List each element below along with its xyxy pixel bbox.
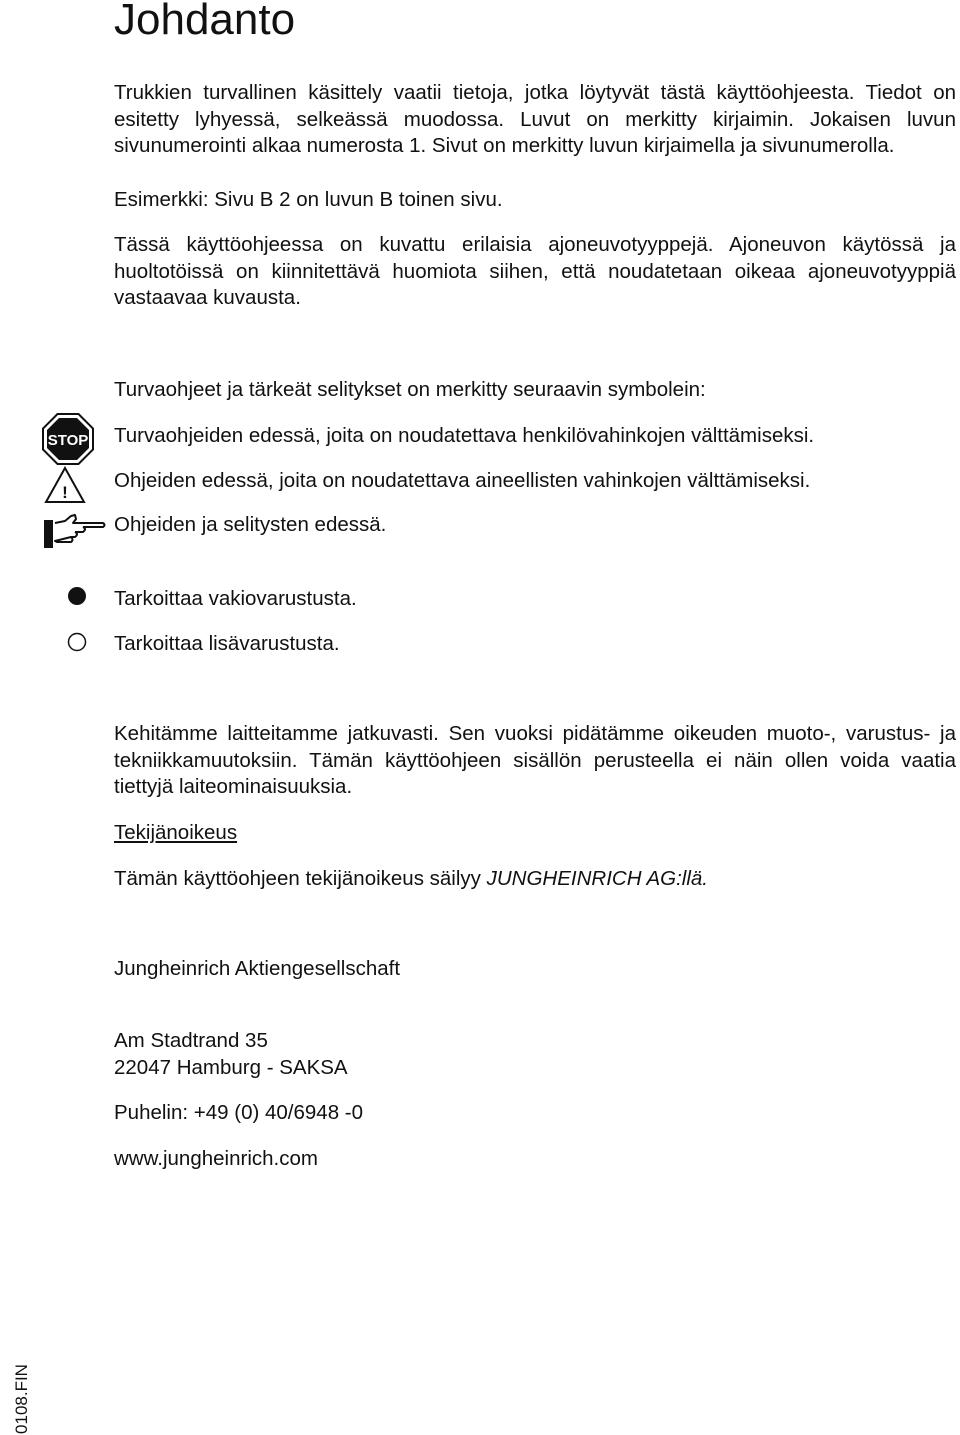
improvement-paragraph: Kehitämme laitteitamme jatkuvasti. Sen vuoksi pidätämme oikeuden muoto-, varustus- ja tekniikkamuutoksiin. Tämän käyttöohjeen sisällön perusteella ei näin ollen voida vaatia tiettyjä laiteominaisuuksia. bbox=[114, 722, 956, 798]
optional-equipment-description: Tarkoittaa lisävarustusta. bbox=[114, 632, 340, 655]
intro-paragraph: Trukkien turvallinen käsittely vaatii tietoja, jotka löytyvät tästä käyttöohjeesta. Tiedot on esitetty lyhyessä, selkeässä muodossa. Luvut on merkitty kirjaimin. Jokaisen luvun sivunumerointi alkaa numerosta 1. Sivut on merkitty luvun kirjaimella ja sivunumerolla. bbox=[114, 81, 956, 157]
pointing-hand-icon bbox=[43, 511, 107, 549]
company-phone: Puhelin: +49 (0) 40/6948 -0 bbox=[114, 1101, 364, 1124]
vehicle-types-paragraph: Tässä käyttöohjeessa on kuvattu erilaisia ajoneuvotyyppejä. Ajoneuvon käytössä ja huoltotöissä on kiinnitettävä huomiota siihen, että noudatetaan oikeaa ajoneuvotyyppiä vastaavaa kuvausta. bbox=[114, 233, 956, 309]
warning-description: Ohjeiden edessä, joita on noudatettava aineellisten vahinkojen välttämiseksi. bbox=[114, 469, 811, 492]
symbols-heading: Turvaohjeet ja tärkeät selitykset on merkitty seuraavin symbolein: bbox=[114, 378, 706, 401]
warning-triangle-icon bbox=[44, 466, 86, 504]
filled-circle-icon bbox=[67, 586, 87, 606]
hollow-circle-icon bbox=[67, 632, 87, 652]
warning-triangle-label: ! bbox=[62, 483, 68, 502]
company-website: www.jungheinrich.com bbox=[114, 1147, 318, 1170]
copyright-text-prefix: Tämän käyttöohjeen tekijänoikeus säilyy bbox=[114, 867, 487, 890]
company-city: 22047 Hamburg - SAKSA bbox=[114, 1056, 348, 1079]
intro-example: Esimerkki: Sivu B 2 on luvun B toinen sivu. bbox=[114, 188, 503, 211]
company-street: Am Stadtrand 35 bbox=[114, 1029, 268, 1052]
copyright-heading: Tekijänoikeus bbox=[114, 821, 238, 844]
note-description: Ohjeiden ja selitysten edessä. bbox=[114, 513, 387, 536]
stop-sign-icon bbox=[42, 413, 94, 465]
standard-equipment-description: Tarkoittaa vakiovarustusta. bbox=[114, 587, 357, 610]
copyright-text bbox=[114, 866, 708, 892]
copyright-holder: JUNGHEINRICH AG:llä. bbox=[486, 867, 708, 890]
company-name: Jungheinrich Aktiengesellschaft bbox=[114, 957, 401, 980]
document-code: 0108.FIN bbox=[12, 1364, 31, 1434]
stop-sign-label: STOP bbox=[47, 432, 89, 449]
page-title: Johdanto bbox=[114, 0, 296, 44]
stop-description: Turvaohjeiden edessä, joita on noudatettava henkilövahinkojen välttämiseksi. bbox=[114, 424, 815, 447]
